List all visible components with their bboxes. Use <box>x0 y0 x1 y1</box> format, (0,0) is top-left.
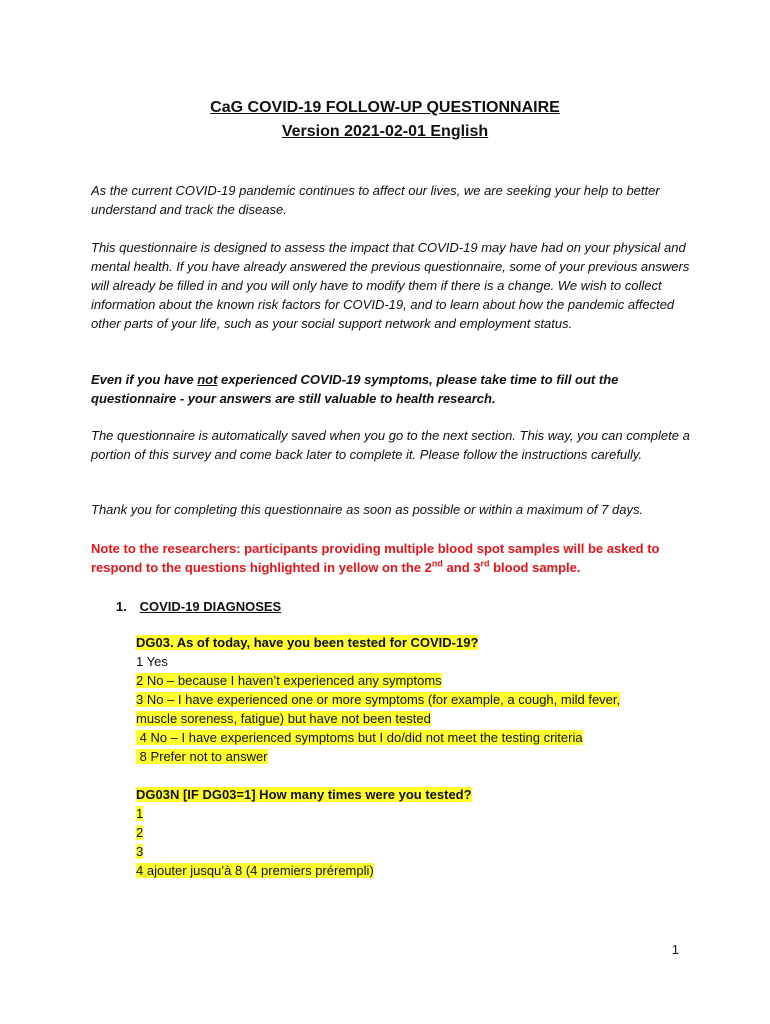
intro-paragraph-3 <box>91 370 691 408</box>
dg03-option: 1 Yes <box>136 654 168 669</box>
dg03n-question: DG03N [IF DG03=1] How many times were you tested? <box>136 787 472 802</box>
note-post: blood sample. <box>489 560 581 575</box>
intro-p3-not: not <box>197 372 218 387</box>
intro-paragraph-5: Thank you for completing this questionnaire as soon as possible or within a maximum of 7 days. <box>91 502 644 517</box>
dg03n-option: 3 <box>136 844 144 859</box>
document-title <box>0 96 770 144</box>
section-heading <box>116 597 281 616</box>
dg03n-option: 4 ajouter jusqu’à 8 (4 premiers prérempli) <box>136 863 374 878</box>
dg03-option: 4 No – I have experienced symptoms but I do/did not meet the testing criteria <box>136 730 583 745</box>
dg03-option: 8 Prefer not to answer <box>136 749 268 764</box>
title-line-2: Version 2021-02-01 English <box>281 123 489 140</box>
researcher-note <box>91 539 691 577</box>
dg03-option: 3 No – I have experienced one or more symptoms (for example, a cough, mild fever, <box>136 692 621 707</box>
section-number: 1. <box>116 599 127 614</box>
intro-p3-post: experienced COVID-19 symptoms, please take time to fill out the questionnaire - your answers are still valuable to health research. <box>91 372 619 406</box>
note-mid: and 3 <box>442 560 481 575</box>
note-sup-nd: nd <box>431 558 443 569</box>
note-sup-rd: rd <box>480 558 490 569</box>
section-title: COVID-19 DIAGNOSES <box>139 599 282 614</box>
page-number: 1 <box>671 942 679 957</box>
question-dg03 <box>91 633 691 766</box>
intro-p3-pre: Even if you have <box>91 372 198 387</box>
intro-paragraph-4: The questionnaire is automatically saved when you go to the next section. This way, you can complete a portion of this survey and come back later to complete it. Please follow the instructions carefully. <box>91 428 690 462</box>
title-line-1: CaG COVID-19 FOLLOW-UP QUESTIONNAIRE <box>210 99 560 116</box>
intro-paragraph-2: This questionnaire is designed to assess the impact that COVID-19 may have had on your physical and mental health. If you have already answered the previous questionnaire, some of your previous answers will already be filled in and you will only have to modify them if there is a change. We wish to collect information about the known risk factors for COVID-19, and to learn about how the pandemic affected other parts of your life, such as your social support network and employment status. <box>91 240 690 331</box>
question-dg03n <box>91 785 691 880</box>
dg03n-option: 2 <box>136 825 144 840</box>
note-pre: Note to the researchers: participants providing multiple blood spot samples will be asked to respond to the questions highlighted in yellow on the 2 <box>91 541 660 575</box>
dg03-option: 2 No – because I haven’t experienced any symptoms <box>136 673 442 688</box>
intro-paragraph-1: As the current COVID-19 pandemic continues to affect our lives, we are seeking your help to better understand and track the disease. <box>91 183 660 217</box>
dg03-question: DG03. As of today, have you been tested for COVID-19? <box>136 635 479 650</box>
dg03n-option: 1 <box>136 806 144 821</box>
dg03-option: muscle soreness, fatigue) but have not been tested <box>136 711 431 726</box>
